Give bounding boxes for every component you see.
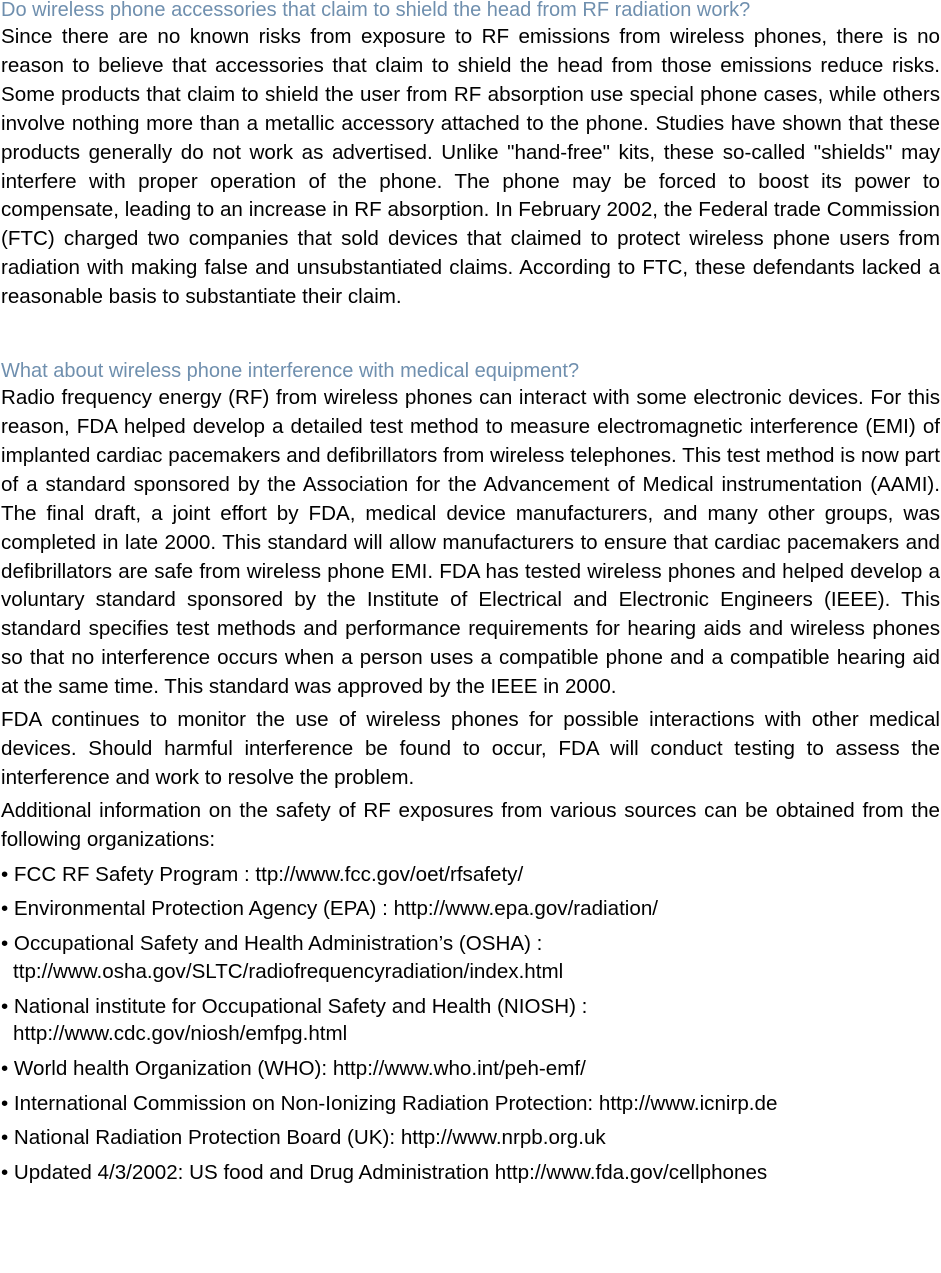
list-item-text: • National institute for Occupational Safety and Health (NIOSH) : [1,994,588,1018]
organization-list [1,861,940,1187]
list-item-fcc [1,861,940,889]
list-item-nrpb [1,1124,940,1152]
list-item-icnirp [1,1090,940,1118]
section-heading-shield-accessories: Do wireless phone accessories that claim to shield the head from RF radiation work? [1,0,751,21]
list-item-niosh [1,993,940,1048]
list-item-text: • Updated 4/3/2002: US food and Drug Administration http://www.fda.gov/cellphones [1,1161,768,1185]
list-item-url: http://www.cdc.gov/niosh/emfpg.html [13,1022,348,1046]
list-item-text: • Occupational Safety and Health Administration’s (OSHA) : [1,932,543,956]
paragraph-shield-accessories: Since there are no known risks from exposure to RF emissions from wireless phones, there is no reason to believe that accessories that claim to shield the head from those emissions reduce risks. Some products that claim to shield the user from RF absorption use special phone cases, while others involve nothing more than a metallic accessory attached to the phone. Studies have shown that these products generally do not work as advertised. Unlike "hand-free" kits, these so-called "shields" may interfere with proper operation of the phone. The phone may be forced to boost its power to compensate, leading to an increase in RF absorption. In February 2002, the Federal trade Commission (FTC) charged two companies that sold devices that claimed to protect wireless phone users from radiation with making false and unsubstantiated claims. According to FTC, these defendants lacked a reasonable basis to substantiate their claim. [1,25,940,309]
list-item-text: • National Radiation Protection Board (UK): http://www.nrpb.org.uk [1,1126,606,1150]
list-item-text: • World health Organization (WHO): http://www.who.int/peh-emf/ [1,1056,586,1080]
list-item-text: • International Commission on Non-Ionizing Radiation Protection: http://www.icnirp.de [1,1091,778,1115]
paragraph-additional-info: Additional information on the safety of RF exposures from various sources can be obtained from the following organizations: [1,798,940,851]
list-item-fda [1,1159,940,1187]
list-item-osha [1,930,940,985]
list-item-text: • FCC RF Safety Program : ttp://www.fcc.gov/oet/rfsafety/ [1,862,524,886]
list-item-url: ttp://www.osha.gov/SLTC/radiofrequencyradiation/index.html [13,959,564,983]
list-item-epa [1,895,940,923]
paragraph-fda-monitoring: FDA continues to monitor the use of wireless phones for possible interactions with other medical devices. Should harmful interference be found to occur, FDA will conduct testing to assess the interference and work to resolve the problem. [1,708,940,789]
section-heading-medical-interference: What about wireless phone interference with medical equipment? [1,360,580,383]
document-page [1,0,940,1194]
paragraph-medical-interference: Radio frequency energy (RF) from wireless phones can interact with some electronic devices. For this reason, FDA helped develop a detailed test method to measure electromagnetic interference (EMI) of implanted cardiac pacemakers and defibrillators from wireless telephones. This test method is now part of a standard sponsored by the Association for the Advancement of Medical instrumentation (AAMI). The final draft, a joint effort by FDA, medical device manufacturers, and many other groups, was completed in late 2000. This standard will allow manufacturers to ensure that cardiac pacemakers and defibrillators are safe from wireless phone EMI. FDA has tested wireless phones and helped develop a voluntary standard sponsored by the Institute of Electrical and Electronic Engineers (IEEE). This standard specifies test methods and performance requirements for hearing aids and wireless phones so that no interference occurs when a person uses a compatible phone and a compatible hearing aid at the same time. This standard was approved by the IEEE in 2000. [1,386,940,699]
list-item-who [1,1055,940,1083]
list-item-text: • Environmental Protection Agency (EPA) : http://www.epa.gov/radiation/ [1,897,659,921]
